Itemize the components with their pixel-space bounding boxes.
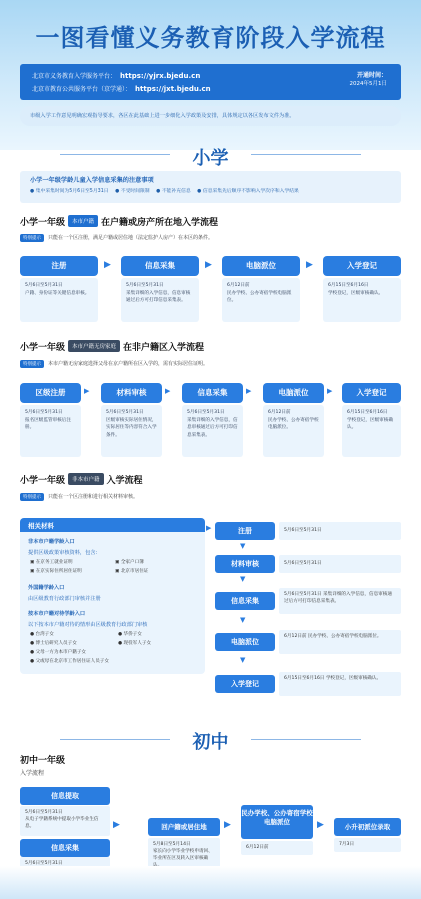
platform-label-1: 北京市义务教育入学服务平台：: [32, 73, 117, 80]
primary-notice-title: 小学一年级学龄儿童入学信息采集的注意事项: [30, 177, 154, 184]
junior-step-5: 小升初派位录取: [334, 818, 401, 836]
s3-flow-1-detail: 5月6日至5月31日: [279, 522, 401, 540]
entry3-item: ● 父或母在北京市工作居住证人员子女: [30, 659, 109, 664]
entry3-title: 按本市户籍对待学龄入口: [28, 611, 86, 617]
entry3-item: ● 父母一方为本市户籍子女: [30, 650, 87, 655]
arrow-right-icon: ▶: [84, 387, 90, 395]
platform-info: [20, 64, 401, 100]
s2-step-5-detail: 6月15日至6月16日 学校登记，区级审核确认。: [342, 405, 401, 457]
junior-step-2: 信息采集: [20, 839, 110, 857]
page-title: 一图看懂义务教育阶段入学流程: [35, 24, 386, 52]
footer-banner: [0, 866, 421, 899]
entry2-sub: 由区级教育行政部门审核并注册: [28, 596, 101, 602]
s3-flow-4-detail: 6月12日前 民办学校、公办寄宿学校电脑派位。: [279, 630, 401, 654]
entry3-item: ● 华侨子女: [118, 632, 142, 637]
primary-notice-box: [20, 171, 401, 203]
materials-panel: [20, 518, 205, 674]
notice-item: ● 集中采集时间为5月6日至5月31日: [30, 189, 109, 194]
entry1-item: ▣ 在京实际住所居住证明: [30, 569, 82, 574]
s3-flow-4: 电脑派位: [215, 633, 275, 651]
entry2-title: 外国籍学龄入口: [28, 585, 65, 591]
city-notice: 市级入学工作意见明确宏观指导要求，各区在此基础上进一步细化入学政策及安排，具体规定以各区发布文件为准。: [20, 106, 401, 126]
s2-condition: 特别提示 本市户籍无房家庭选择父母在京户籍所在区入学的，需有实际居住证明。: [20, 360, 208, 368]
arrow-right-icon: ▶: [113, 820, 120, 830]
s3-flow-1: 注册: [215, 522, 275, 540]
s1-tag: 本市户籍: [68, 215, 98, 227]
arrow-right-icon: ▶: [206, 524, 212, 532]
s2-heading: 小学一年级 本市户籍无房家庭 在非户籍区入学流程: [20, 340, 204, 353]
s2-step-4: 电脑派位: [263, 383, 324, 403]
s2-step-3: 信息采集: [182, 383, 243, 403]
s3-flow-3-detail: 5月6日至5月31日 采集详细的入学信息，信息审核通过后方可打印信息采集表。: [279, 588, 401, 614]
s2-tag: 本市户籍无房家庭: [68, 340, 120, 352]
s2-step-1: 区级注册: [20, 383, 81, 403]
s3-heading: 小学一年级 非本市户籍 入学流程: [20, 473, 143, 486]
arrow-right-icon: ▶: [306, 260, 313, 270]
arrow-down-icon: ▼: [240, 616, 246, 624]
arrow-right-icon: ▶: [224, 820, 231, 830]
s2-step-2-detail: 5月6日至5月31日 区级审核实际居住情况，实际居住等内容符合入学条件。: [101, 405, 162, 457]
junior-section-title: 初中: [192, 732, 229, 753]
arrow-right-icon: ▶: [317, 820, 324, 830]
junior-heading: 初中一年级: [20, 756, 66, 766]
arrow-right-icon: ▶: [165, 387, 171, 395]
platform-link-1[interactable]: https://yjrx.bjedu.cn: [120, 72, 201, 80]
s3-flow-5: 入学登记: [215, 675, 275, 693]
open-date: 开通时间： 2024年5月1日: [349, 72, 387, 87]
entry3-item: ● 现役军人子女: [118, 641, 152, 646]
entry3-item: ● 博士后研究人员子女: [30, 641, 77, 646]
s3-tag: 非本市户籍: [68, 473, 104, 485]
junior-step-5-detail: 7月3日: [334, 838, 401, 852]
s2-step-5: 入学登记: [342, 383, 401, 403]
arrow-right-icon: ▶: [327, 387, 333, 395]
arrow-right-icon: ▶: [205, 260, 212, 270]
s3-condition: 特别提示 只能在一个区注册和进行相关材料审核。: [20, 493, 138, 501]
junior-step-2-detail: 5月6日至5月31日: [20, 857, 110, 873]
entry1-item: ▣ 在京务工就业证明: [30, 560, 73, 565]
s1-step-3: 电脑派位: [222, 256, 300, 276]
s3-flow-2-detail: 5月6日至5月31日: [279, 555, 401, 573]
junior-step-3-detail: 5月8日至5月14日 家长向小学毕业学校申请回、毕业所在区及转入区审核确: [148, 838, 220, 870]
s1-heading: 小学一年级 本市户籍 在户籍或房产所在地入学流程: [20, 215, 218, 228]
entry1-item: ▣ 全家户口簿: [115, 560, 144, 565]
s3-flow-3: 信息采集: [215, 592, 275, 610]
arrow-right-icon: ▶: [246, 387, 252, 395]
notice-item: ● 不能补充信息: [156, 189, 191, 194]
arrow-right-icon: ▶: [104, 260, 111, 270]
entry3-item: ● 台湾子女: [30, 632, 54, 637]
notice-item: ● 信息采集先后顺序不影响入学次序和入学结果: [197, 189, 299, 194]
entry1-title: 非本市户籍学龄入口: [28, 539, 75, 545]
s1-step-3-detail: 6月12日前 民办学校、公办寄宿学校电脑派位。: [222, 278, 300, 322]
s1-step-2-detail: 5月6日至5月31日 采集详细的入学信息，信息审核通过后方可打印信息采集表。: [121, 278, 199, 322]
entry3-sub: 以下按本市户籍对待的情形由区级教育行政部门审核: [28, 622, 148, 628]
s1-step-2: 信息采集: [121, 256, 199, 276]
platform-label-2: 北京市教育公共服务平台（京学通）：: [32, 86, 132, 93]
arrow-down-icon: ▼: [240, 575, 246, 583]
s1-step-1-detail: 5月6日至5月31日 户籍、身份证等关键信息审核。: [20, 278, 98, 322]
notice-item: ● 不受时间限制: [115, 189, 150, 194]
s2-step-4-detail: 6月12日前 民办学校、公办寄宿学校电脑派位。: [263, 405, 324, 457]
entry1-item: ▣ 北京市居住证: [115, 569, 149, 574]
s3-flow-5-detail: 6月15日至6月16日 学校登记，区级审核确认。: [279, 672, 401, 696]
s2-step-1-detail: 5月6日至5月31日 报名区级监管审核后注册。: [20, 405, 81, 457]
junior-step-1: 信息提取: [20, 787, 110, 805]
junior-step-4-detail: 6月12日前: [241, 841, 313, 855]
junior-step-4: 民办学校、公办寄宿学校电脑派位: [241, 805, 313, 839]
primary-section-title: 小学: [192, 148, 229, 169]
s1-step-4-detail: 6月15日至6月16日 学校登记，区级审核确认。: [323, 278, 401, 322]
junior-flow-label: 入学流程: [20, 770, 45, 777]
s2-step-2: 材料审核: [101, 383, 162, 403]
s1-step-4: 入学登记: [323, 256, 401, 276]
platform-link-2[interactable]: https://jxt.bjedu.cn: [135, 85, 211, 93]
s3-flow-2: 材料审核: [215, 555, 275, 573]
junior-step-3: 回户籍或居住地: [148, 818, 220, 836]
junior-step-1-detail: 5月6日至5月31日 从电子学籍系统中提取小学毕业生信息。: [20, 806, 110, 836]
arrow-down-icon: ▼: [240, 656, 246, 664]
s2-step-3-detail: 5月6日至5月31日 采集详细的入学信息，信息审核通过后方可打印信息采集表。: [182, 405, 243, 457]
arrow-down-icon: ▼: [240, 542, 246, 550]
entry1-sub: 提供区级政策审核资料，包含：: [28, 550, 101, 556]
s1-condition: 特别提示 只能在一个区注册，满足户籍或居住地（法定监护人房产）在本区的条件。: [20, 234, 213, 242]
materials-title: 相关材料: [20, 518, 205, 532]
s1-step-1: 注册: [20, 256, 98, 276]
